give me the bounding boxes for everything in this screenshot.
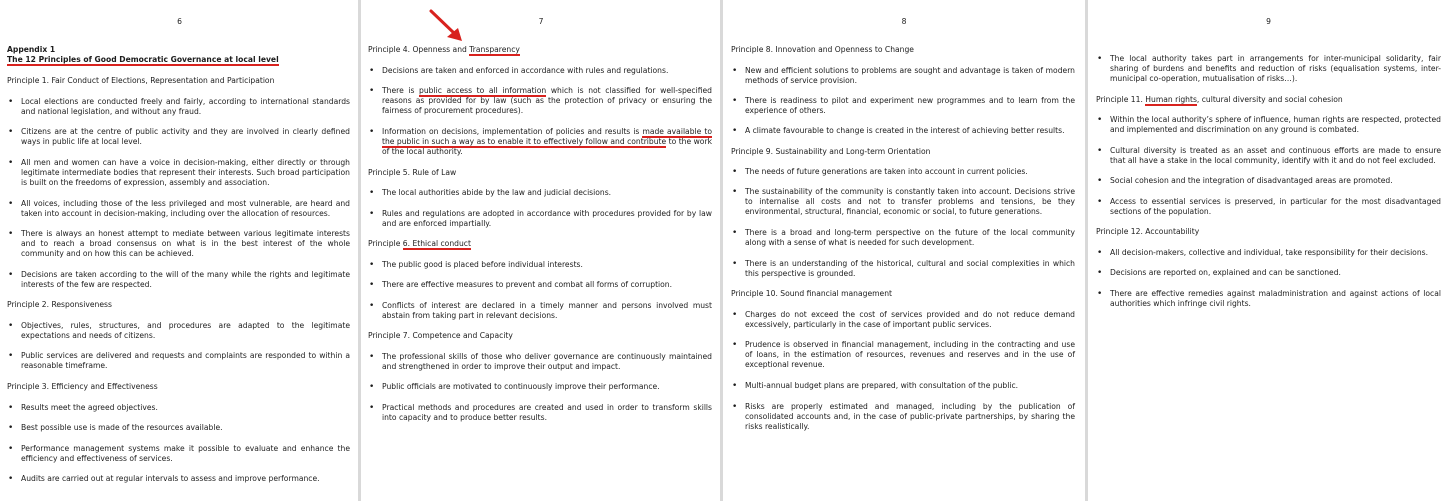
principle-heading: Principle 1. Fair Conduct of Elections, Representation and Participation xyxy=(7,76,275,85)
highlight: Transparency xyxy=(469,45,520,54)
principle-10-list xyxy=(731,381,1075,391)
list-item: • Multi-annual budget plans are prepared, with consultation of the public. xyxy=(731,381,1075,391)
list-item: • There is an understanding of the historical, cultural and social complexities in which this perspective is grounded. xyxy=(731,259,1075,279)
principle-12-list xyxy=(1096,289,1441,309)
principle-5 xyxy=(368,168,712,178)
list-item: • There are effective remedies against maladministration and against actions of local authorities which infringe civil rights. xyxy=(1096,289,1441,309)
principle-4-list xyxy=(368,127,712,158)
principle-heading: Principle 7. Competence and Capacity xyxy=(368,331,513,340)
appendix-label: Appendix 1 xyxy=(7,45,56,54)
principle-10-list xyxy=(731,402,1075,433)
principle-9 xyxy=(731,147,1075,157)
list-item: • Information on decisions, implementation of policies and results is made available to the public in such a way as to enable it to effectively follow and contribute to the work of the local authority. xyxy=(368,127,712,158)
list-item: • There is public access to all information which is not classified for well-specified reasons as provided for by law (such as the protection of privacy or ensuring the fairness of procurement procedures). xyxy=(368,86,712,117)
list-item: • All men and women can have a voice in decision-making, either directly or through legitimate intermediate bodies that represent their interests. Such broad participation is built on the freedoms of expression, assembly and association. xyxy=(7,158,350,189)
list-item: • The public good is placed before individual interests. xyxy=(368,260,712,270)
list-item: • The needs of future generations are taken into account in current policies. xyxy=(731,167,1075,177)
list-item: • All decision-makers, collective and individual, take responsibility for their decisions. xyxy=(1096,248,1441,258)
principle-1-list xyxy=(7,97,350,117)
list-item: • Risks are properly estimated and managed, including by the publication of consolidated accounts and, in the case of public-private partnerships, by sharing the risks realistically. xyxy=(731,402,1075,433)
list-item: • There are effective measures to prevent and combat all forms of corruption. xyxy=(368,280,712,290)
list-item: • The sustainability of the community is constantly taken into account. Decisions strive to internalise all costs and not to transfer problems and tensions, be they environmental, structural, financial, economic or social, to future generations. xyxy=(731,187,1075,218)
list-item: • The local authorities abide by the law and judicial decisions. xyxy=(368,188,712,198)
list-item: • Audits are carried out at regular intervals to assess and improve performance. xyxy=(7,474,350,484)
principle-4-list xyxy=(368,66,712,76)
page-8 xyxy=(723,0,1085,501)
principle-11-list xyxy=(1096,197,1441,217)
principle-heading: Principle 9. Sustainability and Long-term Orientation xyxy=(731,147,931,156)
page-number: 8 xyxy=(901,17,907,26)
document-title: The 12 Principles of Good Democratic Governance at local level xyxy=(7,55,279,65)
principle-10-list xyxy=(731,310,1075,330)
principle-1-list xyxy=(7,158,350,189)
appendix-header xyxy=(7,45,350,65)
list-item: • Practical methods and procedures are created and used in order to transform skills into capacity and to produce better results. xyxy=(368,403,712,423)
highlight: made available to the public in such a way as to enable it to effectively follow and contribute xyxy=(382,127,712,147)
page-number: 6 xyxy=(177,17,182,26)
list-item: • Rules and regulations are adopted in accordance with procedures provided for by law and are enforced impartially. xyxy=(368,209,712,229)
page-9 xyxy=(1088,0,1456,501)
principle-10 xyxy=(731,289,1075,299)
list-item: • Best possible use is made of the resources available. xyxy=(7,423,350,433)
list-item: • New and efficient solutions to problems are sought and advantage is taken of modern methods of service provision. xyxy=(731,66,1075,86)
page-6 xyxy=(0,0,358,501)
principle-9-list xyxy=(731,228,1075,248)
principle-heading: Principle 11. Human rights, cultural diversity and social cohesion xyxy=(1096,95,1343,104)
principle-11 xyxy=(1096,95,1441,105)
principle-11-list xyxy=(1096,146,1441,166)
highlight: Human rights xyxy=(1145,95,1197,104)
principle-heading: Principle 4. Openness and Transparency xyxy=(368,45,520,54)
principle-3-list xyxy=(7,474,350,484)
list-item: • Access to essential services is preserved, in particular for the most disadvantaged sections of the population. xyxy=(1096,197,1441,217)
principle-3 xyxy=(7,382,350,392)
principle-1 xyxy=(7,76,350,86)
list-item: • Citizens are at the centre of public activity and they are involved in clearly defined ways in public life at local level. xyxy=(7,127,350,147)
list-item: • Cultural diversity is treated as an asset and continuous efforts are made to ensure that all have a stake in the local community, identify with it and do not feel excluded. xyxy=(1096,146,1441,166)
principle-3-list xyxy=(7,444,350,464)
list-item: • Results meet the agreed objectives. xyxy=(7,403,350,413)
principle-heading: Principle 3. Efficiency and Effectiveness xyxy=(7,382,158,391)
principle-8-list xyxy=(731,96,1075,116)
principle-2-list xyxy=(7,321,350,341)
principle-12 xyxy=(1096,227,1441,237)
list-item: • Social cohesion and the integration of disadvantaged areas are promoted. xyxy=(1096,176,1441,186)
principle-5-list xyxy=(368,209,712,229)
list-item: • The professional skills of those who deliver governance are continuously maintained and strengthened in order to improve their output and impact. xyxy=(368,352,712,372)
principle-1-list xyxy=(7,199,350,219)
list-item: • Prudence is observed in financial management, including in the contracting and use of loans, in the estimation of resources, revenues and reserves and in the use of exceptional revenue. xyxy=(731,340,1075,371)
principle-3-list xyxy=(7,403,350,413)
list-item: • A climate favourable to change is created in the interest of achieving better results. xyxy=(731,126,1075,136)
principle-7-list xyxy=(368,352,712,372)
principle-6-list xyxy=(368,280,712,290)
principle-6-list xyxy=(368,301,712,321)
list-item: • Decisions are taken and enforced in accordance with rules and regulations. xyxy=(368,66,712,76)
principle-heading: Principle 2. Responsiveness xyxy=(7,300,112,309)
highlight: public access to all information xyxy=(419,86,547,95)
list-item: • Performance management systems make it possible to evaluate and enhance the efficiency and effectiveness of services. xyxy=(7,444,350,464)
principle-11-list xyxy=(1096,176,1441,186)
principle-5-list xyxy=(368,188,712,198)
principle-7-list xyxy=(368,382,712,392)
principle-10-continued-list xyxy=(1096,54,1441,85)
principle-8-list xyxy=(731,126,1075,136)
list-item: • There is always an honest attempt to mediate between various legitimate interests and to reach a broad consensus on what is in the best interest of the whole community and on how this can be achieved. xyxy=(7,229,350,260)
highlight: 6. Ethical conduct xyxy=(402,239,471,248)
list-item: • Charges do not exceed the cost of services provided and do not reduce demand excessively, particularly in the case of important public services. xyxy=(731,310,1075,330)
principle-10-list xyxy=(731,340,1075,371)
principle-1-list xyxy=(7,270,350,290)
principle-6 xyxy=(368,239,712,249)
principle-6-list xyxy=(368,260,712,270)
principle-3-list xyxy=(7,423,350,433)
principle-4 xyxy=(368,45,712,55)
principle-9-list xyxy=(731,259,1075,279)
list-item: • All voices, including those of the less privileged and most vulnerable, are heard and taken into account in decision-making, including over the allocation of resources. xyxy=(7,199,350,219)
principle-4-list xyxy=(368,86,712,117)
list-item: • There is a broad and long-term perspective on the future of the local community along with a sense of what is needed for such development. xyxy=(731,228,1075,248)
list-item: • Objectives, rules, structures, and procedures are adapted to the legitimate expectations and needs of citizens. xyxy=(7,321,350,341)
principle-heading: Principle 8. Innovation and Openness to Change xyxy=(731,45,914,54)
principle-heading: Principle 6. Ethical conduct xyxy=(368,239,471,248)
principle-heading: Principle 10. Sound financial management xyxy=(731,289,892,298)
principle-12-list xyxy=(1096,248,1441,258)
list-item: • Decisions are reported on, explained and can be sanctioned. xyxy=(1096,268,1441,278)
principle-8 xyxy=(731,45,1075,55)
list-item: • The local authority takes part in arrangements for inter-municipal solidarity, fair sharing of burdens and benefits and reduction of risks (equalisation systems, inter-municipal co-operation, mutualisation of risks…). xyxy=(1096,54,1441,85)
list-item: • Public services are delivered and requests and complaints are responded to within a reasonable timeframe. xyxy=(7,351,350,371)
principle-7-list xyxy=(368,403,712,423)
annotation-arrow-icon xyxy=(425,8,465,44)
principle-7 xyxy=(368,331,712,341)
principle-1-list xyxy=(7,229,350,260)
principle-8-list xyxy=(731,66,1075,86)
page-number: 9 xyxy=(1266,17,1271,26)
list-item: • There is readiness to pilot and experiment new programmes and to learn from the experience of others. xyxy=(731,96,1075,116)
principle-9-list xyxy=(731,187,1075,218)
principle-11-list xyxy=(1096,115,1441,135)
principle-12-list xyxy=(1096,268,1441,278)
list-item: • Decisions are taken according to the will of the many while the rights and legitimate interests of the few are respected. xyxy=(7,270,350,290)
list-item: • Public officials are motivated to continuously improve their performance. xyxy=(368,382,712,392)
principle-heading: Principle 5. Rule of Law xyxy=(368,168,457,177)
principle-2 xyxy=(7,300,350,310)
principle-9-list xyxy=(731,167,1075,177)
principle-1-list xyxy=(7,127,350,147)
page-7 xyxy=(361,0,720,501)
page-number: 7 xyxy=(538,17,544,26)
list-item: • Local elections are conducted freely and fairly, according to international standards and national legislation, and without any fraud. xyxy=(7,97,350,117)
principle-heading: Principle 12. Accountability xyxy=(1096,227,1200,236)
list-item: • Within the local authority’s sphere of influence, human rights are respected, protected and implemented and discrimination on any ground is combated. xyxy=(1096,115,1441,135)
list-item: • Conflicts of interest are declared in a timely manner and persons involved must abstain from taking part in relevant decisions. xyxy=(368,301,712,321)
principle-2-list xyxy=(7,351,350,371)
